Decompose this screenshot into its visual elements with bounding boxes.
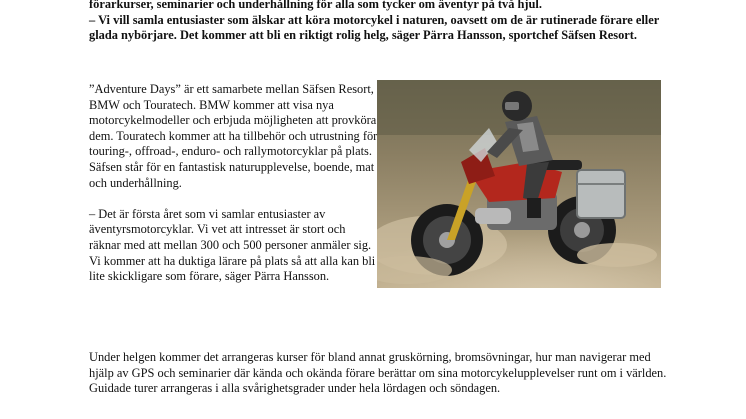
intro-block (89, 0, 669, 44)
intro-quote: – Vi vill samla entusiaster som älskar att köra motorcykel i naturen, oavsett om de är rutinerade förare eller glada nybörjare. Det kommer att bli en riktigt rolig helg, säger Pärra Hansson, sportchef Säfsen Resort. (89, 12, 660, 43)
bottom-block (89, 350, 669, 397)
paragraph-quote-hansson: – Det är första året som vi samlar entusiaster av äventyrsmotorcyklar. Vi vet att intresset är stort och räknar med att mellan 300 och 500 personer anmäler sig. Vi kommer att ha duktiga lärare på plats så att alla kan bli lite skickligare som förare, säger Pärra Hansson. (89, 206, 376, 284)
paragraph-courses: Under helgen kommer det arrangeras kurser för bland annat gruskörning, bromsövningar, hur man navigerar med hjälp av GPS och seminarier där kända och okända förare berättar om sina motorcykelupplevelser runt om i världen. Guidade turer arrangeras i alla svårighetsgrader under hela lördagen och söndagen. (89, 350, 667, 396)
intro-line: förarkurser, seminarier och underhållning för alla som tycker om äventyr på två hjul. (89, 0, 542, 11)
left-column (89, 82, 379, 300)
paragraph-collaboration: ”Adventure Days” är ett samarbete mellan Säfsen Resort, BMW och Touratech. BMW kommer att visa nya motorcykelmodeller och erbjuda möjligheten att provköra dem. Touratech kommer att ha tillbehör och utrustning för touring-, offroad-, enduro- och rallymotorcyklar på plats. Säfsen står för en fantastisk naturupplevelse, boende, mat och underhållning. (89, 82, 378, 190)
motorcycle-photo (377, 80, 661, 288)
motorcycle-illustration (377, 80, 661, 288)
